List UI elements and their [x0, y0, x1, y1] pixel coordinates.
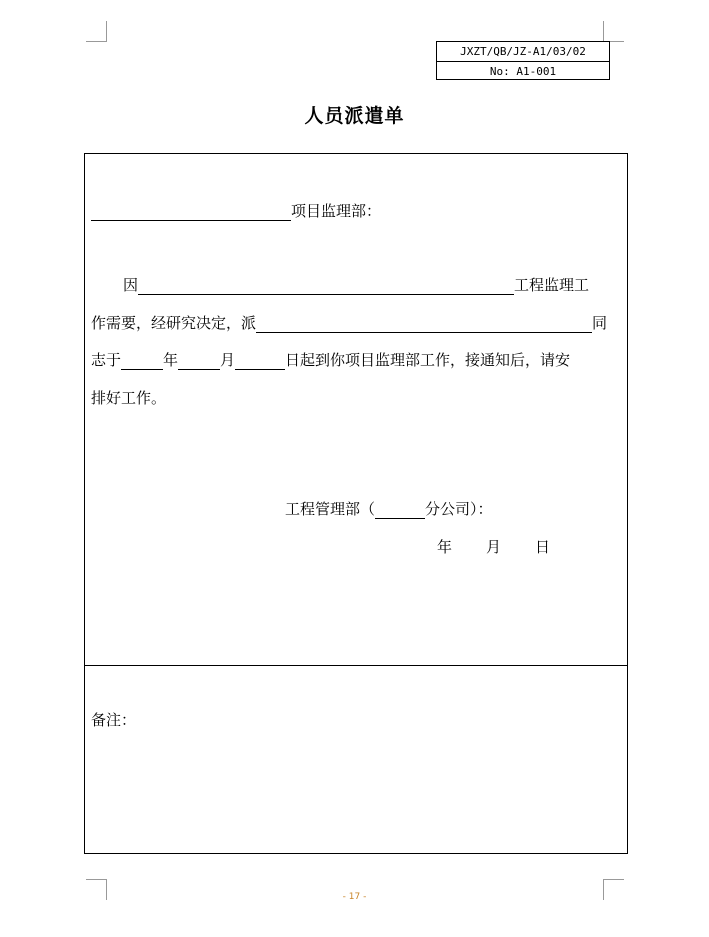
signature-prefix: 工程管理部（ [285, 500, 376, 518]
signature-suffix: 分公司）： [425, 500, 493, 518]
page-title: 人员派遣单 [304, 105, 405, 127]
start-month-blank[interactable] [178, 351, 220, 370]
remarks-area[interactable] [91, 734, 621, 834]
crop-mark-top-left [86, 21, 107, 42]
signature-line [285, 499, 493, 519]
person-name-blank[interactable] [256, 314, 592, 333]
date-year-label: 年 [437, 538, 453, 556]
form-divider [85, 665, 627, 666]
body-p2-start: 作需要，经研究决定，派 [91, 314, 257, 332]
body-p2-end: 同 [592, 314, 608, 332]
document-code-box [436, 41, 610, 80]
label-year: 年 [163, 351, 179, 369]
date-month-label: 月 [486, 538, 502, 556]
dispatch-form [84, 153, 628, 854]
signature-date [437, 537, 550, 557]
body-p1-end: 工程监理工 [514, 276, 590, 294]
branch-blank[interactable] [375, 500, 425, 519]
body-line-4: 排好工作。 [91, 389, 167, 407]
project-name-blank[interactable] [138, 276, 514, 295]
document-code: JXZT/QB/JZ-A1/03/02 [437, 42, 609, 62]
body-line-2 [91, 313, 607, 333]
page-number: - 17 - [342, 892, 367, 902]
recipient-line [91, 201, 381, 221]
recipient-suffix: 项目监理部： [291, 202, 382, 220]
label-month: 月 [220, 351, 236, 369]
recipient-blank[interactable] [91, 202, 291, 221]
body-line-3 [91, 350, 570, 370]
remarks-label: 备注： [91, 711, 137, 729]
body-p3-start: 志于 [91, 351, 122, 369]
start-year-blank[interactable] [121, 351, 163, 370]
document-number: No: A1-001 [489, 65, 557, 78]
crop-mark-top-right [603, 21, 624, 42]
date-day-label: 日 [535, 538, 551, 556]
start-day-blank[interactable] [235, 351, 285, 370]
body-p3-end: 日起到你项目监理部工作，接通知后，请安 [285, 351, 571, 369]
body-line-1 [123, 275, 589, 295]
body-p1-start: 因 [123, 276, 139, 294]
